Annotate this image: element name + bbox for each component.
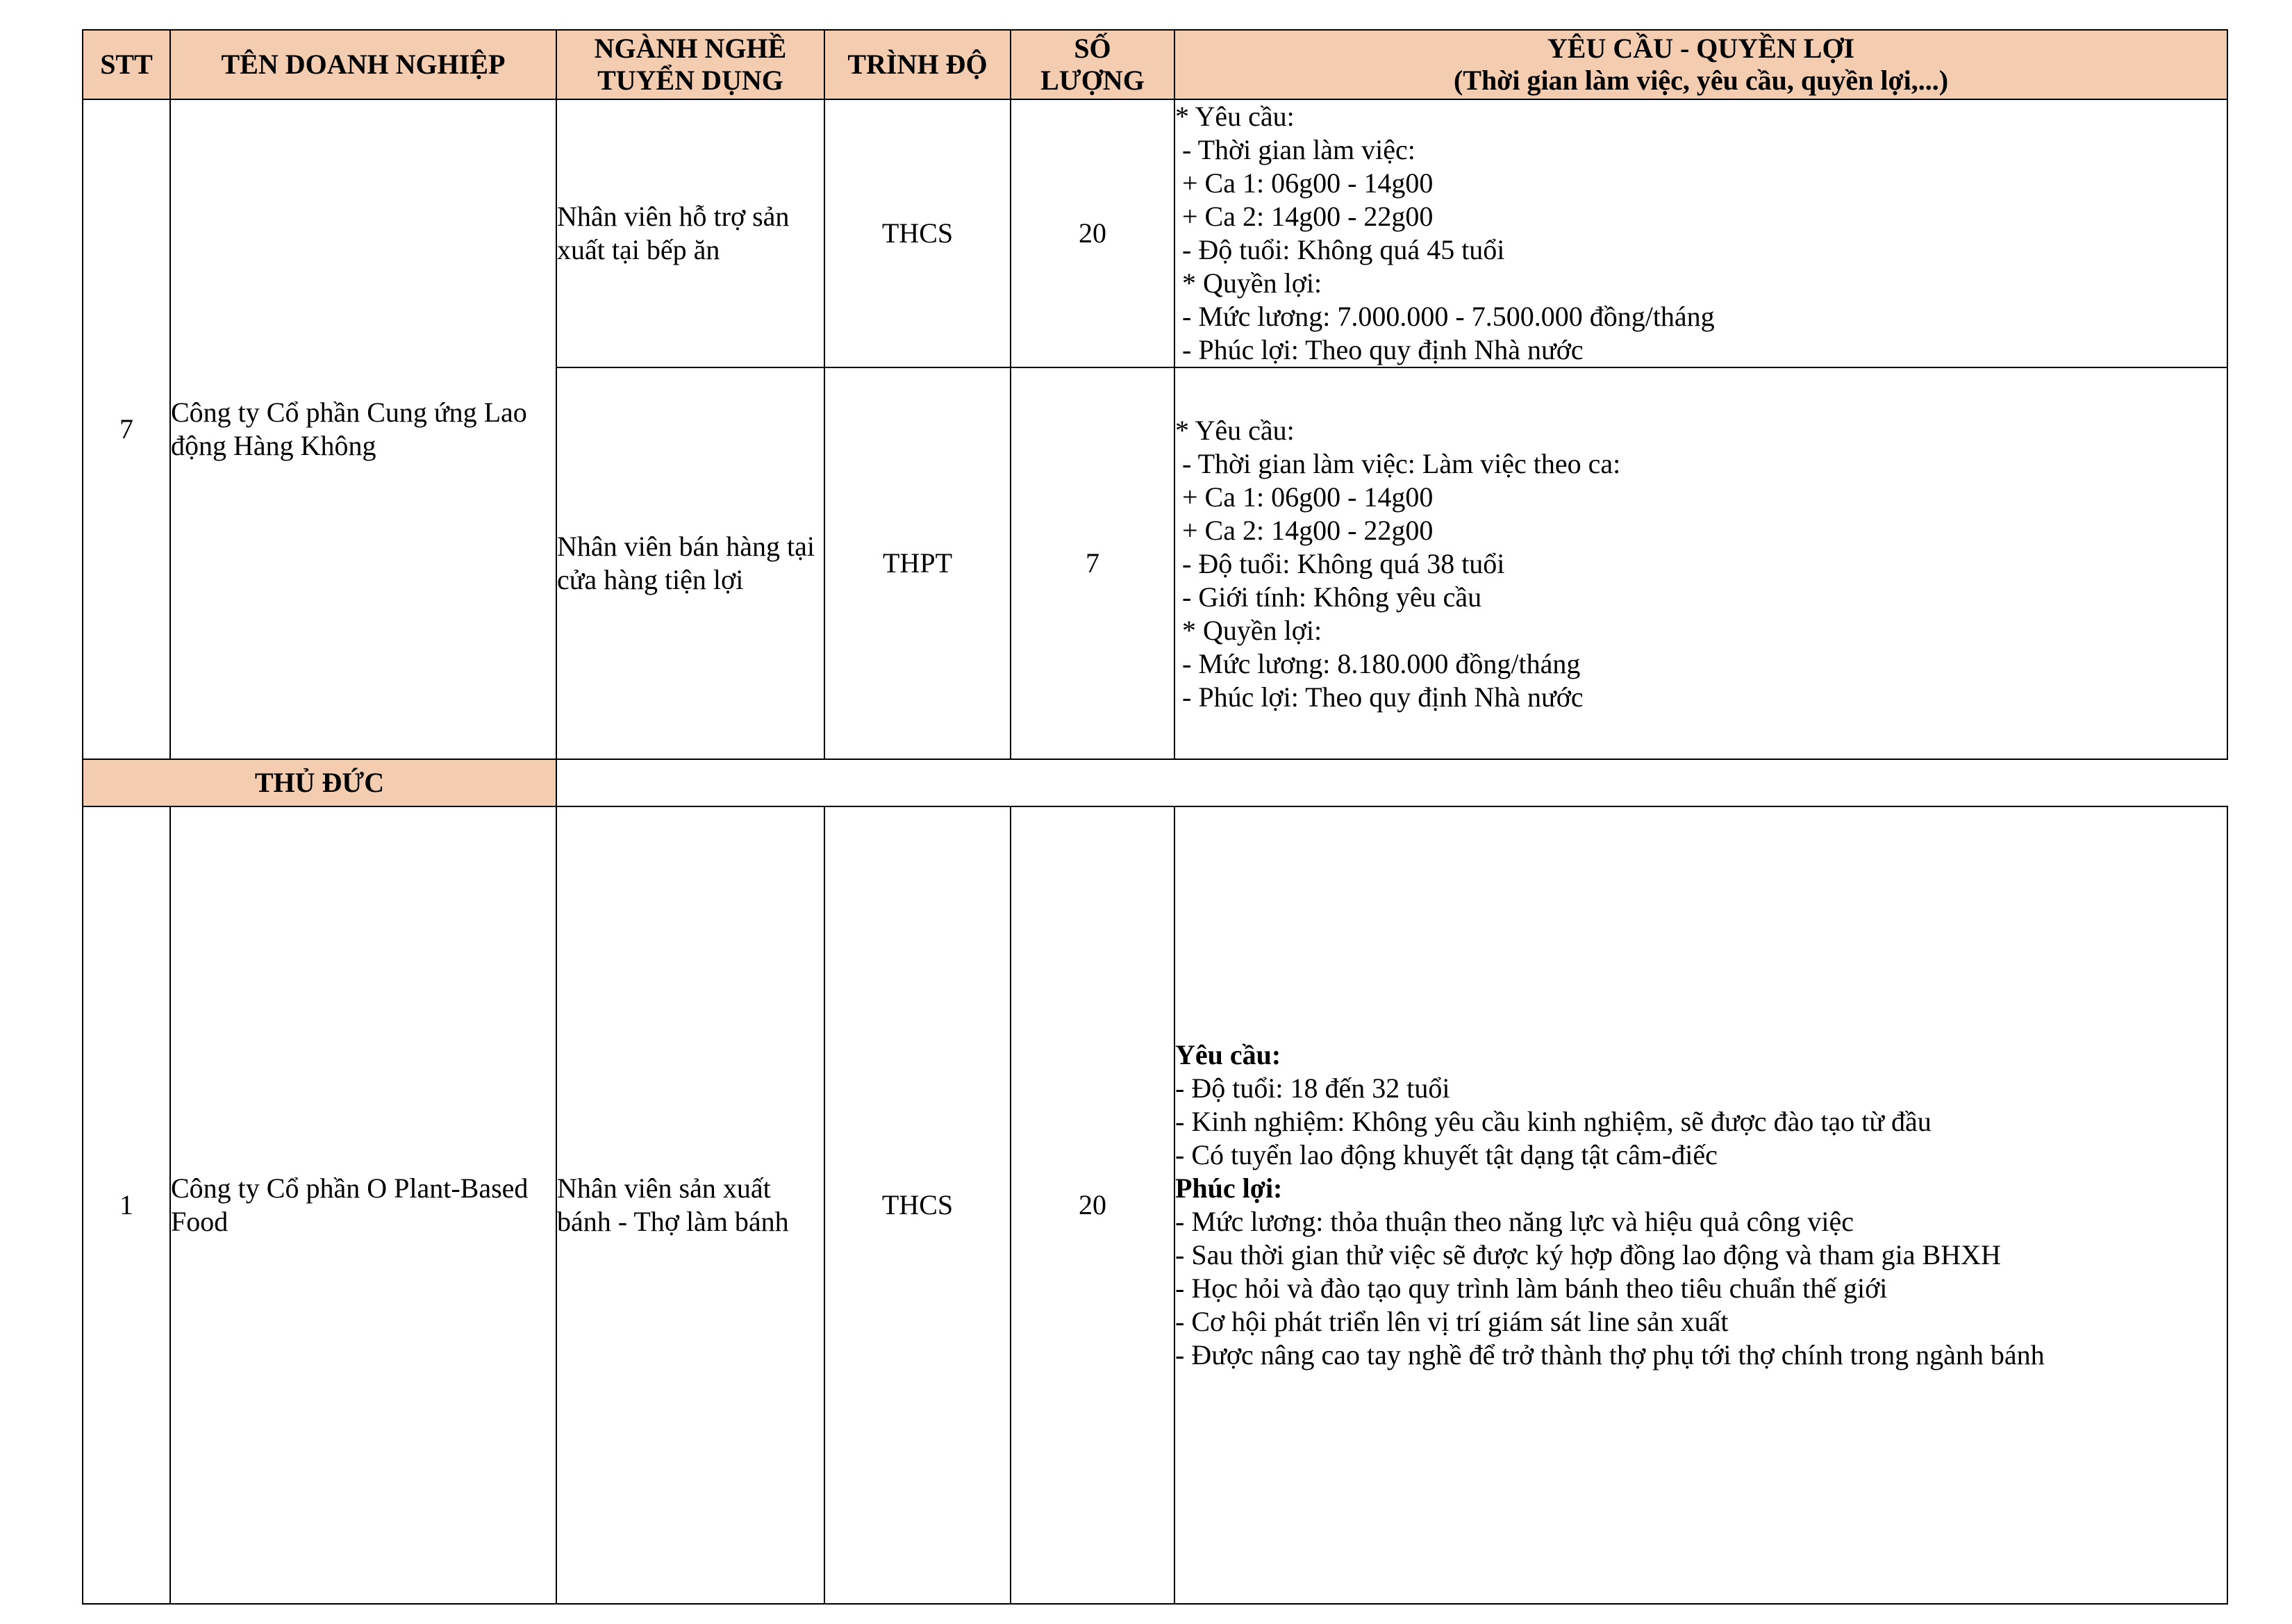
- occupation-cell: Nhân viên hỗ trợ sản xuất tại bếp ăn: [556, 99, 824, 367]
- requirements-cell: [1174, 99, 2227, 367]
- req-line: - Thời gian làm việc: Làm việc theo ca:: [1175, 448, 1621, 479]
- benefit-line: - Học hỏi và đào tạo quy trình làm bánh theo tiêu chuẩn thế giới: [1175, 1273, 1888, 1304]
- req-line: - Độ tuổi: 18 đến 32 tuổi: [1175, 1072, 1450, 1104]
- section-blank: [556, 759, 2227, 806]
- recruitment-table: [82, 29, 2228, 1605]
- req-line: - Có tuyển lao động khuyết tật dạng tật câm-điếc: [1175, 1139, 1718, 1170]
- req-title: Yêu cầu:: [1175, 1039, 1281, 1070]
- req-line: - Độ tuổi: Không quá 45 tuổi: [1175, 234, 1505, 265]
- table-row: [83, 806, 2227, 1604]
- req-line: - Phúc lợi: Theo quy định Nhà nước: [1175, 334, 1584, 365]
- req-line: - Độ tuổi: Không quá 38 tuổi: [1175, 548, 1505, 579]
- level-cell: THCS: [824, 806, 1011, 1604]
- header-quantity-line1: SỐ: [1074, 33, 1111, 64]
- req-line: + Ca 1: 06g00 - 14g00: [1175, 481, 1434, 513]
- header-occupation-line2: TUYỂN DỤNG: [597, 65, 783, 96]
- company-name: Công ty Cổ phần Cung ứng Lao động Hàng Không: [170, 99, 556, 759]
- benefit-line: - Sau thời gian thử việc sẽ được ký hợp đồng lao động và tham gia BHXH: [1175, 1239, 2001, 1270]
- req-line: - Phúc lợi: Theo quy định Nhà nước: [1175, 681, 1584, 713]
- benefit-title: Phúc lợi:: [1175, 1173, 1283, 1204]
- req-line: - Thời gian làm việc:: [1175, 134, 1415, 165]
- header-company: TÊN DOANH NGHIỆP: [170, 30, 556, 99]
- row-stt: 1: [83, 806, 170, 1604]
- header-level: TRÌNH ĐỘ: [824, 30, 1011, 99]
- req-line: - Giới tính: Không yêu cầu: [1175, 581, 1482, 613]
- level-cell: THCS: [824, 99, 1011, 367]
- occupation-cell: Nhân viên sản xuất bánh - Thợ làm bánh: [556, 806, 824, 1604]
- header-requirements-line2: (Thời gian làm việc, yêu cầu, quyền lợi,...): [1453, 65, 1949, 96]
- req-line: * Quyền lợi:: [1175, 267, 1322, 299]
- company-name: Công ty Cổ phần O Plant-Based Food: [170, 806, 556, 1604]
- quantity-cell: 7: [1011, 367, 1174, 759]
- req-line: * Yêu cầu:: [1175, 101, 1295, 132]
- req-line: - Kinh nghiệm: Không yêu cầu kinh nghiệm, sẽ được đào tạo từ đầu: [1175, 1106, 1932, 1137]
- header-row: [83, 30, 2227, 99]
- req-line: * Quyền lợi:: [1175, 615, 1322, 646]
- req-line: - Mức lương: 7.000.000 - 7.500.000 đồng/tháng: [1175, 301, 1715, 332]
- benefit-line: - Cơ hội phát triển lên vị trí giám sát line sản xuất: [1175, 1306, 1729, 1337]
- requirements-cell: [1174, 806, 2227, 1604]
- benefit-line: - Mức lương: thỏa thuận theo năng lực và hiệu quả công việc: [1175, 1206, 1854, 1237]
- req-line: + Ca 1: 06g00 - 14g00: [1175, 167, 1434, 199]
- benefit-line: - Được nâng cao tay nghề để trở thành thợ phụ tới thợ chính trong ngành bánh: [1175, 1339, 2045, 1370]
- occupation-cell: Nhân viên bán hàng tại cửa hàng tiện lợi: [556, 367, 824, 759]
- requirements-cell: [1174, 367, 2227, 759]
- table-row: [83, 99, 2227, 367]
- section-label: THỦ ĐỨC: [83, 759, 556, 806]
- section-row: [83, 759, 2227, 806]
- header-requirements-line1: YÊU CẦU - QUYỀN LỢI: [1547, 33, 1855, 64]
- req-line: + Ca 2: 14g00 - 22g00: [1175, 515, 1434, 546]
- quantity-cell: 20: [1011, 99, 1174, 367]
- quantity-cell: 20: [1011, 806, 1174, 1604]
- level-cell: THPT: [824, 367, 1011, 759]
- row-stt: 7: [83, 99, 170, 759]
- req-line: * Yêu cầu:: [1175, 415, 1295, 446]
- header-requirements: [1174, 30, 2227, 99]
- header-occupation: [556, 30, 824, 99]
- req-line: - Mức lương: 8.180.000 đồng/tháng: [1175, 648, 1581, 679]
- header-stt: STT: [83, 30, 170, 99]
- req-line: + Ca 2: 14g00 - 22g00: [1175, 201, 1434, 232]
- header-quantity-line2: LƯỢNG: [1040, 65, 1145, 96]
- header-occupation-line1: NGÀNH NGHỀ: [594, 33, 787, 64]
- header-quantity: [1011, 30, 1174, 99]
